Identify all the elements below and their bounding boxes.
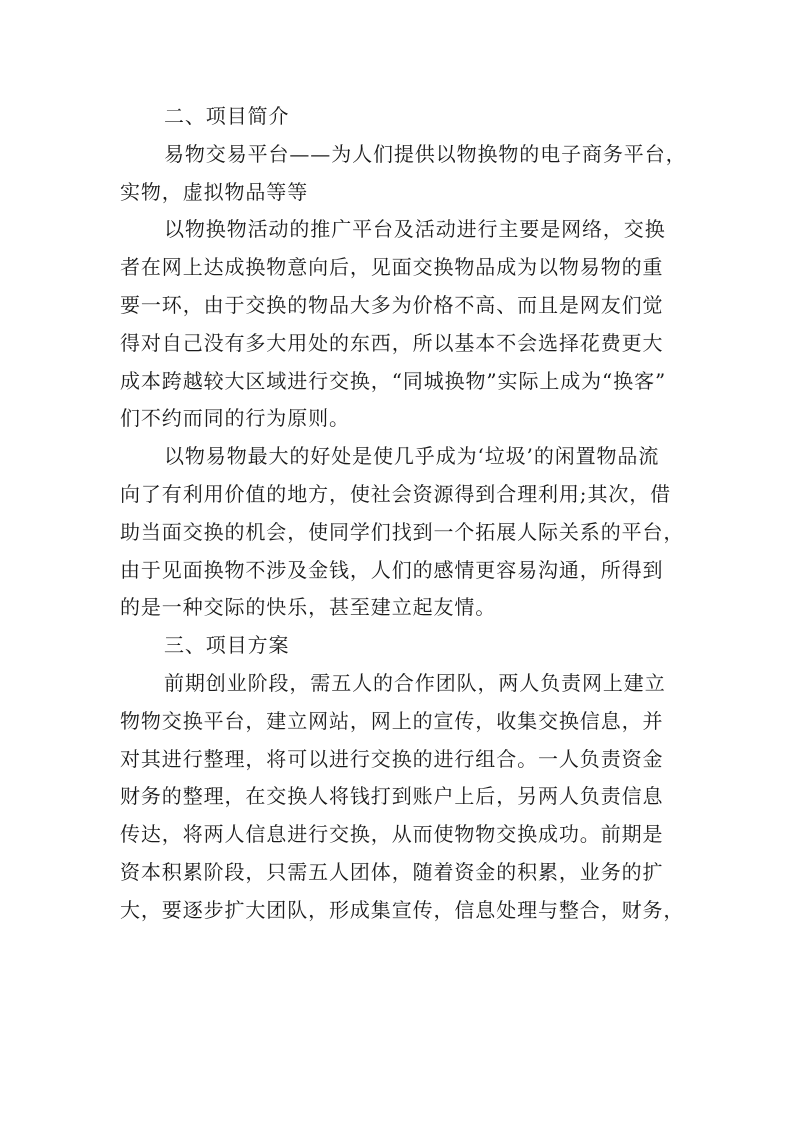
paragraph-line: 以物易物最大的好处是使几乎成为‘垃圾’的闲置物品流 xyxy=(164,444,660,469)
paragraph-line: 成本跨越较大区域进行交换，“同城换物”实际上成为“换客” xyxy=(120,368,667,393)
paragraph-startup-phase xyxy=(120,665,685,930)
paragraph-line: 由于见面换物不涉及金钱，人们的感情更容易沟通，所得到 xyxy=(120,557,664,582)
paragraph-line: 前期创业阶段，需五人的合作团队，两人负责网上建立 xyxy=(164,670,666,695)
paragraph-line: 大，要逐步扩大团队，形成集宣传，信息处理与整合，财务， xyxy=(120,897,685,922)
paragraph-line: 物物交换平台，建立网站，网上的宣传，收集交换信息，并 xyxy=(120,708,664,733)
paragraph-line: 的是一种交际的快乐，甚至建立起友情。 xyxy=(120,595,497,620)
paragraph-barter-benefits xyxy=(120,438,685,627)
paragraph-line: 们不约而同的行为原则。 xyxy=(120,406,350,431)
paragraph-line: 得对自己没有多大用处的东西，所以基本不会选择花费更大 xyxy=(120,330,664,355)
paragraph-line: 财务的整理，在交换人将钱打到账户上后，另两人负责信息 xyxy=(120,784,664,809)
paragraph-line: 资本积累阶段，只需五人团体，随着资金的积累，业务的扩 xyxy=(120,859,664,884)
section-heading-intro: 二、项目简介 xyxy=(164,104,290,128)
paragraph-line: 实物，虚拟物品等等 xyxy=(120,179,309,204)
paragraph-platform-definition xyxy=(120,136,687,212)
paragraph-promotion-platform xyxy=(120,211,680,438)
paragraph-line: 者在网上达成换物意向后，见面交换物品成为以物易物的重 xyxy=(120,255,664,280)
paragraph-line: 要一环，由于交换的物品大多为价格不高、而且是网友们觉 xyxy=(120,292,664,317)
paragraph-line: 助当面交换的机会，使同学们找到一个拓展人际关系的平台， xyxy=(120,519,685,544)
section-heading-plan: 三、项目方案 xyxy=(164,633,290,658)
document-body xyxy=(120,98,687,930)
paragraph-line: 对其进行整理，将可以进行交换的进行组合。一人负责资金 xyxy=(120,746,664,771)
paragraph-line: 传达，将两人信息进行交换，从而使物物交换成功。前期是 xyxy=(120,822,664,847)
paragraph-line: 易物交易平台——为人们提供以物换物的电子商务平台， xyxy=(164,141,687,166)
paragraph-line: 以物换物活动的推广平台及活动进行主要是网络，交换 xyxy=(164,217,666,242)
paragraph-line: 向了有利用价值的地方，使社会资源得到合理利用;其次，借 xyxy=(120,481,672,506)
